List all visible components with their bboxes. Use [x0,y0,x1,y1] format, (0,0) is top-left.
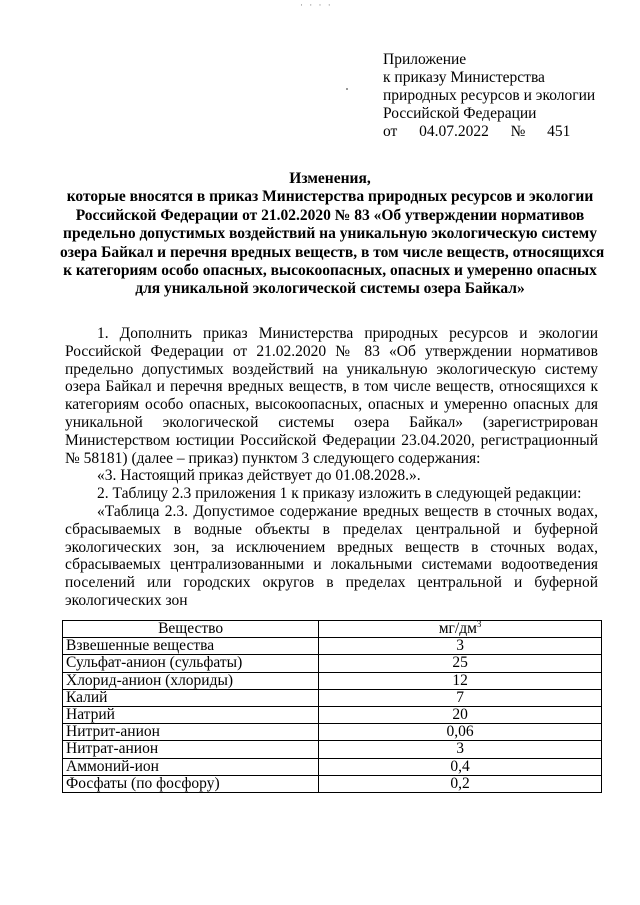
table-row [63,655,602,672]
appendix-line-4: Российской Федерации [383,105,537,122]
appendix-line-3: природных ресурсов и экологии [383,87,596,104]
document-heading [60,170,605,299]
document-body [65,325,598,610]
table-row [63,775,602,792]
table-row [63,672,602,689]
heading-line: озера Байкал и перечня вредных веществ, в том числе веществ, относящихся [60,243,605,261]
appendix-block [383,51,595,141]
table-row [63,706,602,723]
paragraph-4: «Таблица 2.3. Допустимое содержание вредных веществ в сточных водах, сбрасываемых в водные объекты в пределах центральной и буферной экологических зон, за исключением вредных веществ в сточных водах, сбрасываемых централизованными и локальными системами водоотведения поселений или городских округов в пределах центральной и буферной экологических зон [65,502,598,609]
substances-table [62,620,602,793]
substance-name: Нитрит-анион [63,724,319,741]
heading-title: Изменения, [289,170,371,187]
paragraph-1: 1. Дополнить приказ Министерства природных ресурсов и экологии Российской Федерации от 21.02.2020 № 83 «Об утверждении нормативов предельно допустимых воздействий на уникальную экологическую систему озера Байкал и перечня вредных веществ, в том числе веществ, относящихся к категориям особо опасных, высокоопасных, опасных и умеренно опасных для уникальной экологической системы озера Байкал» (зарегистрирован Министерством юстиции Российской Федерации 23.04.2020, регистрационный № 58181) (далее – приказ) пунктом 3 следующего содержания: [65,325,598,467]
column-header-substance: Вещество [63,621,319,638]
appendix-line-1: Приложение [383,51,467,68]
order-date-line [383,123,595,141]
unit-superscript: 3 [476,618,482,629]
substance-name: Аммоний-ион [63,758,319,775]
appendix-line-2: к приказу Министерства [383,69,545,86]
substance-name: Фосфаты (по фосфору) [63,775,319,792]
substance-name: Взвешенные вещества [63,638,319,655]
heading-line: к категориям особо опасных, высокоопасных, опасных и умеренно опасных [63,262,597,280]
table-row [63,724,602,741]
substance-name: Нитрат-анион [63,741,319,758]
scan-dot [346,88,348,90]
substance-value: 7 [319,689,602,706]
heading-line: которые вносятся в приказ Министерства природных ресурсов и экологии [66,188,594,206]
column-header-unit [319,618,602,638]
table-row [63,758,602,775]
table-row [63,741,602,758]
substance-name: Хлорид-анион (хлориды) [63,672,319,689]
substance-value: 12 [319,672,602,689]
substance-value: 20 [319,706,602,723]
substance-value: 0,06 [319,724,602,741]
table-row [63,638,602,655]
substance-value: 0,4 [319,758,602,775]
unit-label: мг/дм [438,620,477,638]
substance-value: 3 [319,638,602,655]
substance-value: 25 [319,655,602,672]
heading-line: Российской Федерации от 21.02.2020 № 83 «Об утверждении нормативов [75,206,585,224]
substance-value: 0,2 [319,775,602,792]
substance-name: Сульфат-анион (сульфаты) [63,655,319,672]
substance-name: Натрий [63,706,319,723]
date-prefix: от [383,123,398,140]
paragraph-3: 2. Таблицу 2.3 приложения 1 к приказу изложить в следующей редакции: [97,485,582,503]
order-number: 451 [547,123,571,140]
order-date: 04.07.2022 [419,123,489,140]
substance-name: Калий [63,689,319,706]
heading-line: для уникальной экологической системы озера Байкал» [135,280,525,298]
heading-line: предельно допустимых воздействий на уникальную экологическую систему [63,225,597,243]
paragraph-2: «3. Настоящий приказ действует до 01.08.2028.». [97,467,421,485]
table-row [63,689,602,706]
top-scan-marks: · · · · [300,0,333,10]
table-header-row [63,621,602,638]
number-sign: № [510,123,526,140]
substance-value: 3 [319,741,602,758]
